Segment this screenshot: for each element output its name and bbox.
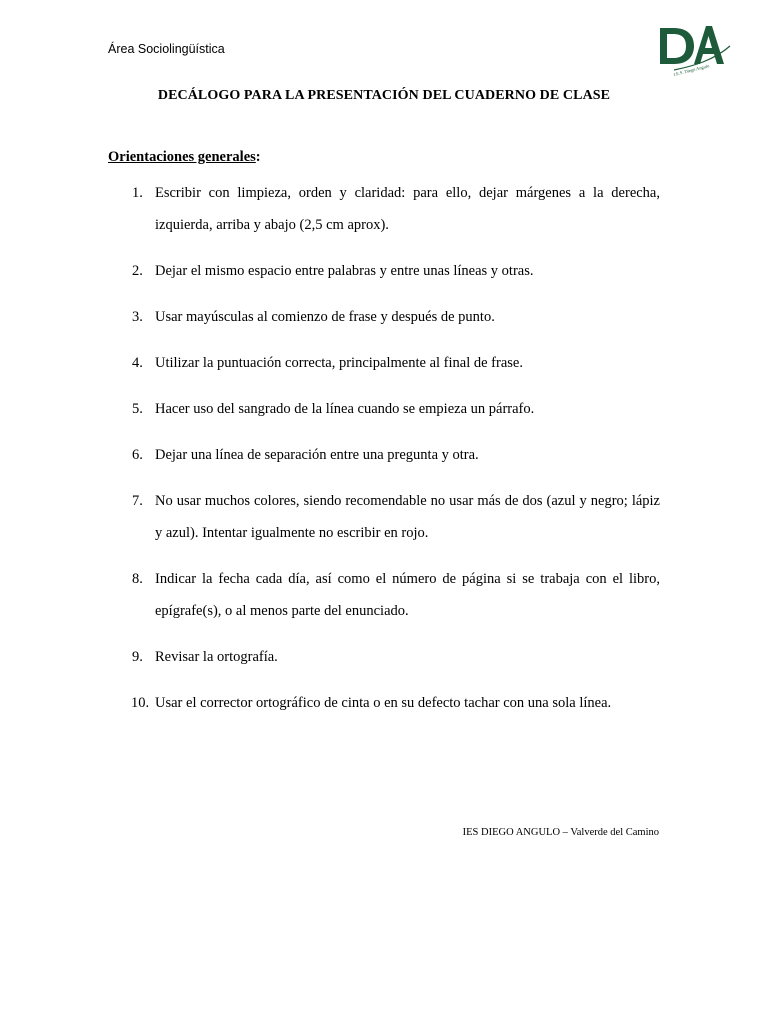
item-number: 7. [132,493,143,509]
list-item [108,687,660,719]
list-item [108,301,660,333]
item-text: Revisar la ortografía. [155,649,278,665]
item-number: 8. [132,571,143,587]
item-text: Utilizar la puntuación correcta, principalmente al final de frase. [155,355,523,371]
list-item [108,439,660,471]
item-number: 6. [132,447,143,463]
list-item [108,177,660,241]
section-heading [108,149,261,166]
item-number: 10. [131,695,150,711]
item-number: 1. [132,185,143,201]
section-heading-text: Orientaciones generales [108,149,256,165]
list-item [108,393,660,425]
item-number: 2. [132,263,143,279]
logo-caption: I.E.S. Diego Angulo [673,63,710,77]
item-number: 9. [132,649,143,665]
section-heading-colon: : [255,149,261,165]
list-item [108,485,660,549]
item-text: Indicar la fecha cada día, así como el número de página si se trabaja con el libro, epígrafe(s), o al menos parte del enunciado. [155,571,660,619]
school-crest-icon [654,20,734,80]
department-header: Área Sociolingüística [108,42,225,56]
list-item [108,563,660,627]
item-text: Usar el corrector ortográfico de cinta o en su defecto tachar con una sola línea. [155,695,612,711]
item-number: 4. [132,355,143,371]
item-text: Hacer uso del sangrado de la línea cuando se empieza un párrafo. [155,401,535,417]
item-number: 5. [132,401,143,417]
item-text: Escribir con limpieza, orden y claridad: para ello, dejar márgenes a la derecha, izquierda, arriba y abajo (2,5 cm aprox). [155,185,660,233]
item-text: Dejar una línea de separación entre una pregunta y otra. [155,447,479,463]
list-item [108,255,660,287]
item-text: No usar muchos colores, siendo recomendable no usar más de dos (azul y negro; lápiz y azul). Intentar igualmente no escribir en rojo. [155,493,660,541]
item-number: 3. [132,309,143,325]
item-text: Usar mayúsculas al comienzo de frase y después de punto. [155,309,495,325]
page-title: DECÁLOGO PARA LA PRESENTACIÓN DEL CUADERNO DE CLASE [157,88,611,103]
list-item [108,347,660,379]
list-item [108,641,660,673]
item-text: Dejar el mismo espacio entre palabras y entre unas líneas y otras. [155,263,534,279]
footer-text: IES DIEGO ANGULO – Valverde del Camino [462,827,659,838]
guidelines-list [108,177,660,733]
